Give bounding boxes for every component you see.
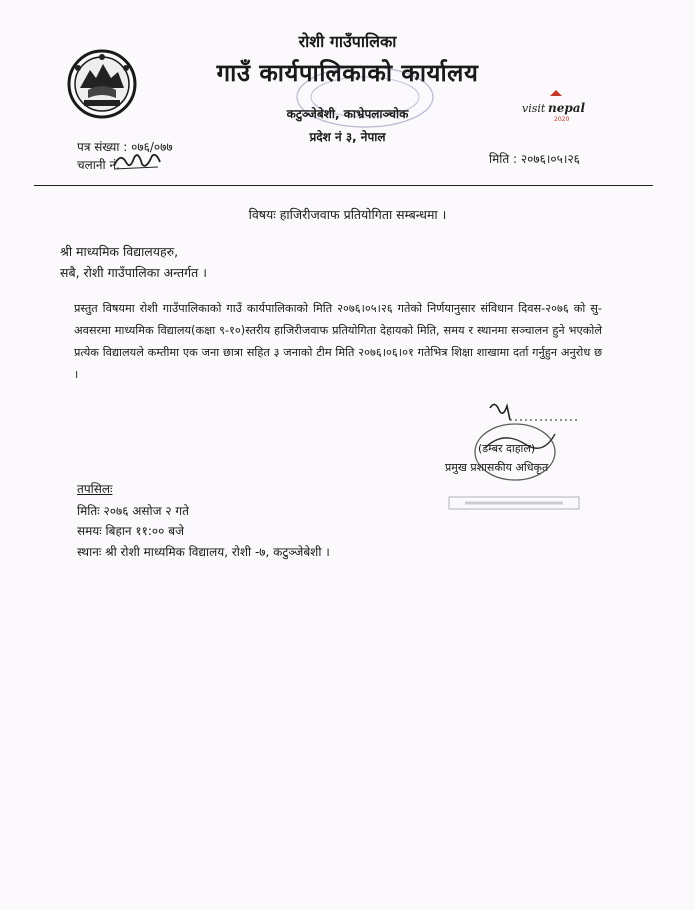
visit-word: visit [522,102,546,115]
signatory-title: प्रमुख प्रशासकीय अधिकृत [445,461,549,474]
dispatch-number-label: चलानी नं. [77,158,120,172]
dispatch-handwritten-number [112,150,162,172]
nepal-word: nepal [548,101,586,115]
letter-date: मिति : २०७६।०५।२६ [489,152,580,166]
office-title: गाउँ कार्यपालिकाको कार्यालय [216,59,479,87]
org-name: रोशी गाउँपालिका [298,32,397,51]
recipient-line-1: श्री माध्यमिक विद्यालयहरु, [60,244,179,259]
event-date: मितिः २०७६ असोज २ गते [77,504,190,518]
visit-nepal-logo [520,90,592,124]
details-heading: तपसिलः [77,482,113,496]
header-divider [34,185,653,186]
province-line: प्रदेश नं ३, नेपाल [309,130,386,144]
recipient-line-2: सबै, रोशी गाउँपालिका अन्तर्गत । [60,265,207,280]
office-address: कटुञ्जेबेशी, काभ्रेपलाञ्चोक [286,107,409,121]
letter-number: पत्र संख्या : ०७६/०७७ [77,140,173,154]
year-2020: 2020 [554,116,570,123]
event-time: समयः बिहान ११:०० बजे [77,524,184,538]
signature-seal [445,475,585,515]
letter-body: प्रस्तुत विषयमा रोशी गाउँपालिकाको गाउँ कार्यपालिकाको मिति २०७६।०५।२६ गतेको निर्णयानुसार संविधान दिवस-२०७६ को सु-अवसरमा माध्यमिक विद्यालय(कक्षा ९-१०)स्तरीय हाजिरीजवाफ प्रतियोगिता देहायको मिति, समय र स्थानमा सञ्चालन हुने भएकोले प्रत्येक विद्यालयले कम्तीमा एक जना छात्रा सहित ३ जनाको टीम मिति २०७६।०६।०१ गतेभित्र शिक्षा शाखामा दर्ता गर्नुहुन अनुरोध छ । [74,302,602,381]
event-place: स्थानः श्री रोशी माध्यमिक विद्यालय, रोशी -७, कटुञ्जेबेशी । [77,545,330,559]
signatory-name: (डम्बर दाहाल) [478,442,536,455]
letter-subject: विषयः हाजिरीजवाफ प्रतियोगिता सम्बन्धमा । [248,207,447,222]
